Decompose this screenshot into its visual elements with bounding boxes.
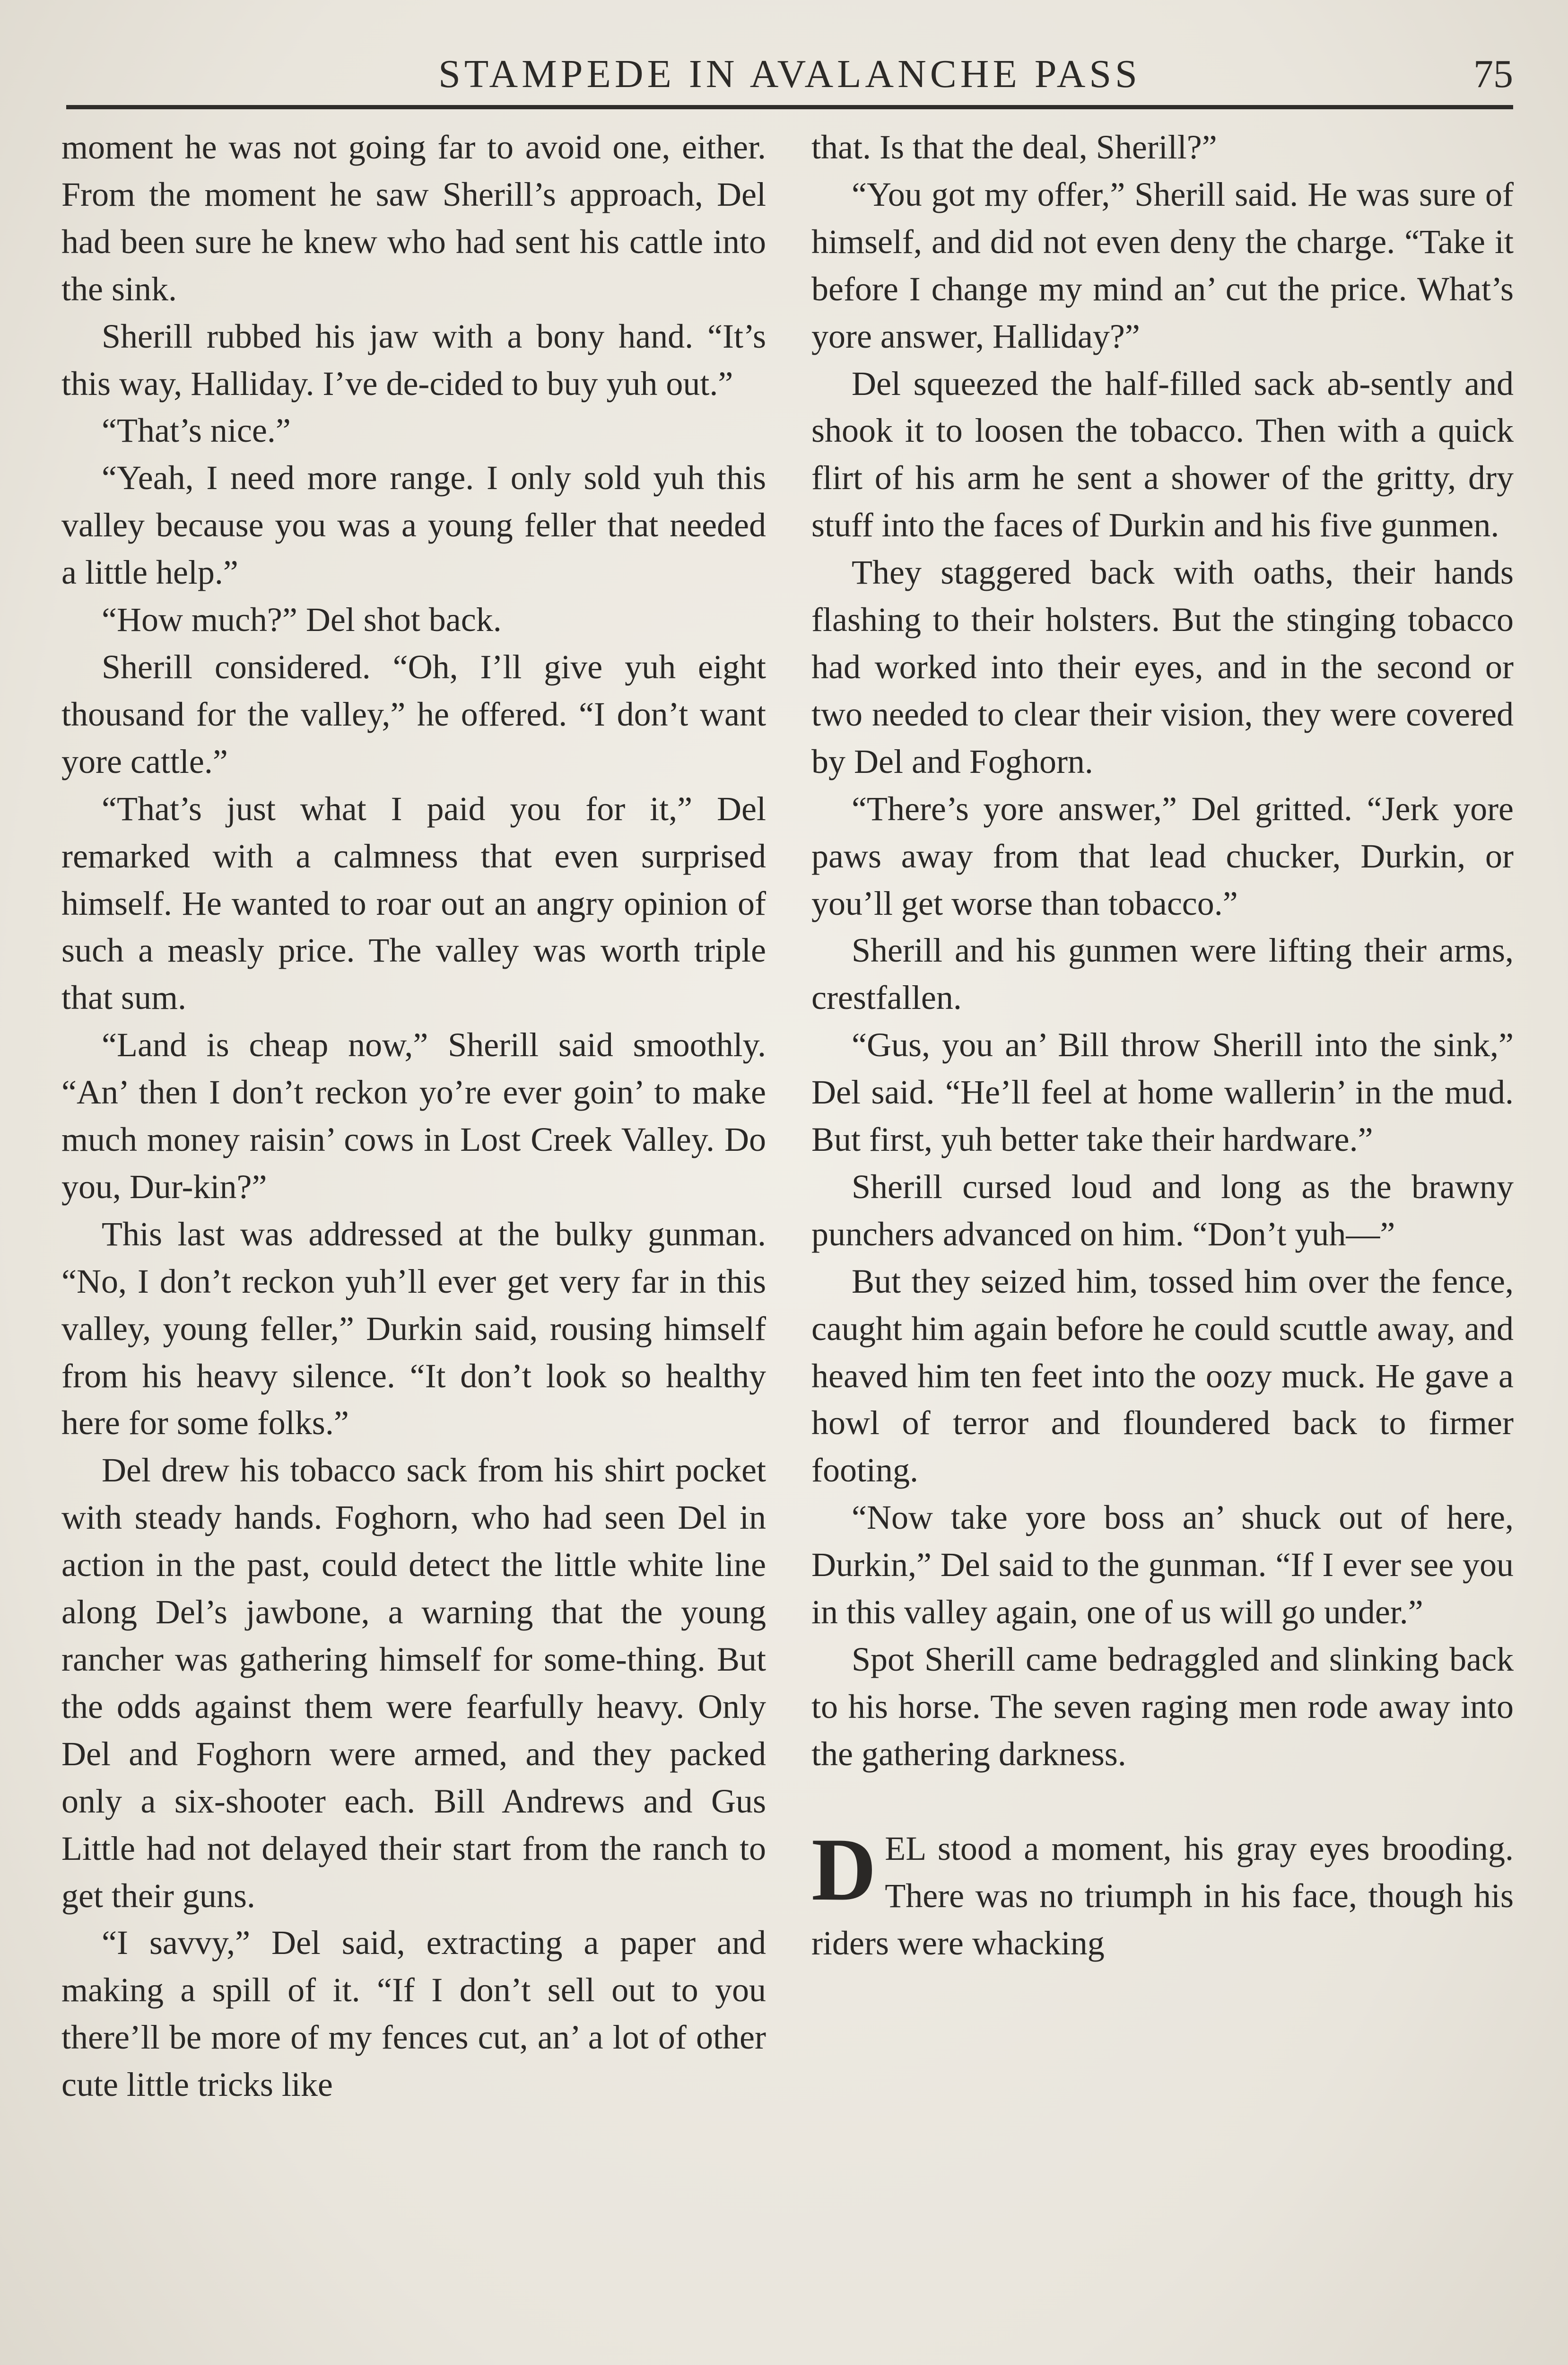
right-column (811, 124, 1514, 1967)
header-rule (66, 105, 1513, 109)
paragraph: Sherill cursed loud and long as the brawny punchers advanced on him. “Don’t yuh—” (811, 1167, 1514, 1253)
paragraph: Del drew his tobacco sack from his shirt pocket with steady hands. Foghorn, who had seen Del in action in the past, could detect the little white line along Del’s jawbone, a warning that the young rancher was gathering himself for some-thing. But the odds against them were fearfully heavy. Only Del and Foghorn were armed, and they packed only a six-shooter each. Bill Andrews and Gus Little had not delayed their start from the ranch to get their guns. (61, 1451, 766, 1915)
section-opening-text: EL stood a moment, his gray eyes brooding. There was no triumph in his face, though his riders were whacking (811, 1829, 1514, 1962)
paragraph: “You got my offer,” Sherill said. He was sure of himself, and did not even deny the charge. “Take it before I change my mind an’ cut the price. What’s yore answer, Halliday?” (811, 175, 1514, 355)
paragraph: Sherill and his gunmen were lifting their arms, crestfallen. (811, 931, 1514, 1017)
paragraph: that. Is that the deal, Sherill?” (811, 128, 1217, 166)
paragraph: “Land is cheap now,” Sherill said smoothly. “An’ then I don’t reckon yo’re ever goin’ to make much money raisin’ cows in Lost Creek Valley. Do you, Dur-kin?” (61, 1026, 766, 1206)
section-opening-paragraph (811, 1820, 1514, 1967)
paragraph: “Now take yore boss an’ shuck out of here, Durkin,” Del said to the gunman. “If I ever see you in this valley again, one of us will go under.” (811, 1498, 1514, 1631)
running-header (66, 51, 1513, 108)
paragraph: “How much?” Del shot back. (102, 601, 502, 639)
paragraph: “That’s just what I paid you for it,” Del remarked with a calmness that even surprised himself. He wanted to roar out an angry opinion of such a measly price. The valley was worth triple that sum. (61, 789, 766, 1017)
paragraph: Sherill rubbed his jaw with a bony hand. “It’s this way, Halliday. I’ve de-cided to buy yuh out.” (61, 317, 766, 403)
paragraph: But they seized him, tossed him over the fence, caught him again before he could scuttle away, and heaved him ten feet into the oozy muck. He gave a howl of terror and floundered back to firmer footing. (811, 1262, 1514, 1489)
paragraph: This last was addressed at the bulky gunman. “No, I don’t reckon yuh’ll ever get very far in this valley, young feller,” Durkin said, rousing himself from his heavy silence. “It don’t look so healthy here for some folks.” (61, 1215, 766, 1442)
paragraph: Del squeezed the half-filled sack ab-sently and shook it to loosen the tobacco. Then with a quick flirt of his arm he sent a shower of the gritty, dry stuff into the faces of Durkin and his five gunmen. (811, 364, 1514, 544)
story-title: STAMPEDE IN AVALANCHE PASS (438, 52, 1141, 96)
paragraph: “There’s yore answer,” Del gritted. “Jerk yore paws away from that lead chucker, Durkin, or you’ll get worse than tobacco.” (811, 789, 1514, 922)
paragraph: They staggered back with oaths, their hands flashing to their holsters. But the stinging tobacco had worked into their eyes, and in the second or two needed to clear their vision, they were covered by Del and Foghorn. (811, 553, 1514, 780)
paragraph: moment he was not going far to avoid one, either. From the moment he saw Sherill’s approach, Del had been sure he knew who had sent his cattle into the sink. (61, 128, 766, 308)
drop-cap: D (811, 1820, 877, 1919)
paragraph: Sherill considered. “Oh, I’ll give yuh eight thousand for the valley,” he offered. “I don’t want yore cattle.” (61, 648, 766, 780)
left-column (61, 124, 766, 2109)
paragraph: “Yeah, I need more range. I only sold yuh this valley because you was a young feller that needed a little help.” (61, 459, 766, 592)
paragraph: “Gus, you an’ Bill throw Sherill into the sink,” Del said. “He’ll feel at home wallerin’ in the mud. But first, yuh better take their hardware.” (811, 1026, 1514, 1159)
paragraph: “I savvy,” Del said, extracting a paper and making a spill of it. “If I don’t sell out to you there’ll be more of my fences cut, an’ a lot of other cute little tricks like (61, 1924, 766, 2104)
paragraph: “That’s nice.” (102, 412, 291, 450)
paragraph: Spot Sherill came bedraggled and slinking back to his horse. The seven raging men rode away into the gathering darkness. (811, 1640, 1514, 1773)
page-number: 75 (1473, 52, 1513, 96)
